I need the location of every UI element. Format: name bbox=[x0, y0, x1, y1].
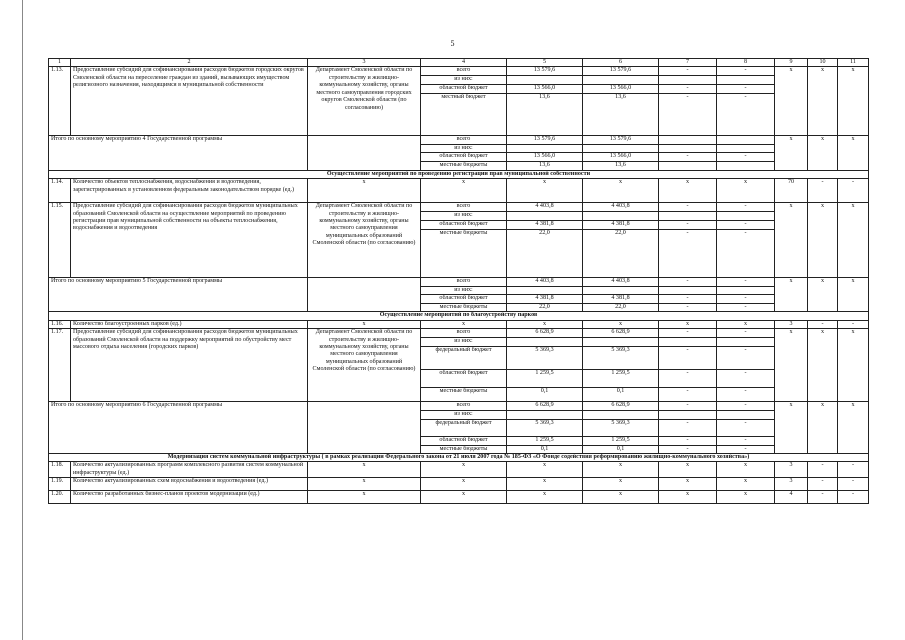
amount-year: - bbox=[659, 370, 717, 388]
amount-year bbox=[659, 135, 717, 144]
indicator-value: х bbox=[775, 203, 808, 277]
amount-year: 13 566,0 bbox=[583, 84, 659, 93]
header-row bbox=[49, 59, 869, 67]
indicator-value: - bbox=[838, 491, 869, 504]
amount-total: 5 369,3 bbox=[507, 419, 583, 436]
amount-year: - bbox=[659, 303, 717, 311]
amount-total: 6 628,9 bbox=[507, 329, 583, 338]
amount-year: - bbox=[717, 445, 775, 453]
indicator-value: х bbox=[775, 135, 808, 170]
amount-year: - bbox=[717, 203, 775, 212]
row-number: 1.13. bbox=[49, 67, 71, 135]
indicator-value: - bbox=[808, 462, 838, 478]
indicator-value: - bbox=[838, 320, 869, 328]
amount-year: - bbox=[717, 67, 775, 76]
indicator-value: 3 bbox=[775, 320, 808, 328]
amount-total bbox=[507, 76, 583, 84]
amount-year: 13 579,6 bbox=[583, 135, 659, 144]
row-number: 1.19. bbox=[49, 478, 71, 491]
indicator-value: х bbox=[808, 329, 838, 402]
indicator-value: х bbox=[838, 402, 869, 454]
indicator-value: х bbox=[775, 67, 808, 135]
funding-source: всего bbox=[421, 402, 507, 411]
funding-source: местные бюджеты bbox=[421, 303, 507, 311]
amount-total: 4 403,8 bbox=[507, 277, 583, 286]
table-row bbox=[49, 491, 869, 504]
indicator-value: х bbox=[838, 277, 869, 312]
executor: Департамент Смоленской области по строительству и жилищно-коммунальному хозяйству, органы местного самоуправления муниципальных образований Смоленской области (по согласованию) bbox=[308, 329, 421, 402]
funding-source: местные бюджеты bbox=[421, 162, 507, 170]
indicator-value: х bbox=[808, 67, 838, 135]
amount-year: - bbox=[717, 419, 775, 436]
column-header: 5 bbox=[507, 59, 583, 67]
amount-total bbox=[507, 411, 583, 419]
amount-year bbox=[717, 162, 775, 170]
funding-source: всего bbox=[421, 329, 507, 338]
funding-source: областной бюджет bbox=[421, 84, 507, 93]
amount-total: 5 369,3 bbox=[507, 347, 583, 370]
amount-year bbox=[659, 76, 717, 84]
measure-name: Количество объектов теплоснабжения, водоснабжения и водоотведения, зарегистрированных в установленном федеральным законодательством порядке (ед.) bbox=[71, 179, 308, 203]
amount-year: - bbox=[659, 203, 717, 212]
amount-total: 0,1 bbox=[507, 388, 583, 402]
amount-total bbox=[507, 286, 583, 294]
table-row bbox=[49, 203, 869, 212]
amount-year: - bbox=[659, 436, 717, 445]
amount-total: 0,1 bbox=[507, 445, 583, 453]
indicator-value: х bbox=[775, 329, 808, 402]
amount-year: 4 403,8 bbox=[583, 203, 659, 212]
amount-year bbox=[717, 212, 775, 220]
amount-total: 22,0 bbox=[507, 303, 583, 311]
amount-year: - bbox=[717, 388, 775, 402]
indicator-value: х bbox=[421, 462, 507, 478]
funding-source: местный бюджет bbox=[421, 93, 507, 135]
indicator-value: х bbox=[421, 478, 507, 491]
indicator-value: 3 bbox=[775, 478, 808, 491]
amount-year: - bbox=[659, 402, 717, 411]
indicator-value: 4 bbox=[775, 491, 808, 504]
indicator-value: х bbox=[583, 478, 659, 491]
table-row bbox=[49, 67, 869, 76]
amount-year bbox=[717, 338, 775, 347]
indicator-value: х bbox=[659, 462, 717, 478]
amount-year: - bbox=[717, 436, 775, 445]
indicator-value: х bbox=[659, 320, 717, 328]
indicator-value: - bbox=[838, 462, 869, 478]
column-header: 6 bbox=[583, 59, 659, 67]
funding-source: из них: bbox=[421, 212, 507, 220]
funding-source: местные бюджеты bbox=[421, 229, 507, 277]
funding-source: областной бюджет bbox=[421, 294, 507, 303]
amount-year bbox=[583, 411, 659, 419]
indicator-value: х bbox=[308, 491, 421, 504]
amount-total: 6 628,9 bbox=[507, 402, 583, 411]
amount-total: 13,6 bbox=[507, 162, 583, 170]
funding-source: областной бюджет bbox=[421, 220, 507, 229]
indicator-value: х bbox=[808, 277, 838, 312]
indicator-value: х bbox=[308, 478, 421, 491]
amount-year: - bbox=[717, 84, 775, 93]
indicator-value: х bbox=[308, 179, 421, 203]
indicator-value: х bbox=[421, 179, 507, 203]
amount-year: - bbox=[717, 93, 775, 135]
column-header: 10 bbox=[808, 59, 838, 67]
amount-total: 1 259,5 bbox=[507, 370, 583, 388]
empty-cell bbox=[308, 402, 421, 454]
amount-total: 13 566,0 bbox=[507, 153, 583, 162]
indicator-value: х bbox=[583, 491, 659, 504]
amount-year bbox=[659, 212, 717, 220]
amount-year: - bbox=[659, 84, 717, 93]
indicator-value: х bbox=[775, 277, 808, 312]
row-number: 1.16. bbox=[49, 320, 71, 328]
amount-total: 22,0 bbox=[507, 229, 583, 277]
section-heading: Осуществление мероприятий по проведению регистрации прав муниципальной собственности bbox=[49, 170, 869, 178]
funding-source: местные бюджеты bbox=[421, 445, 507, 453]
indicator-value: х bbox=[838, 203, 869, 277]
funding-source: областной бюджет bbox=[421, 436, 507, 445]
indicator-value: х bbox=[583, 320, 659, 328]
amount-year: - bbox=[659, 329, 717, 338]
amount-year bbox=[583, 76, 659, 84]
column-header: 4 bbox=[421, 59, 507, 67]
indicator-value: - bbox=[838, 478, 869, 491]
amount-year: - bbox=[659, 445, 717, 453]
amount-year bbox=[717, 76, 775, 84]
amount-year bbox=[717, 286, 775, 294]
amount-year: - bbox=[717, 329, 775, 338]
amount-year: 13 579,6 bbox=[583, 67, 659, 76]
amount-year bbox=[659, 162, 717, 170]
table-row bbox=[49, 478, 869, 491]
table-row bbox=[49, 462, 869, 478]
column-header: 2 bbox=[71, 59, 308, 67]
indicator-value: х bbox=[659, 179, 717, 203]
column-header: 7 bbox=[659, 59, 717, 67]
indicator-value: х bbox=[659, 491, 717, 504]
indicator-value: - bbox=[838, 179, 869, 203]
amount-year: - bbox=[717, 347, 775, 370]
indicator-value: х bbox=[775, 402, 808, 454]
amount-year: - bbox=[659, 220, 717, 229]
amount-year bbox=[583, 212, 659, 220]
amount-year: - bbox=[717, 153, 775, 162]
section-row bbox=[49, 312, 869, 320]
indicator-value: х bbox=[421, 320, 507, 328]
empty-cell bbox=[308, 135, 421, 170]
amount-year bbox=[717, 135, 775, 144]
total-label: Итого по основному мероприятию 6 Государственной программы bbox=[49, 402, 308, 454]
amount-year: - bbox=[717, 277, 775, 286]
column-header: 1 bbox=[49, 59, 71, 67]
amount-year: - bbox=[659, 67, 717, 76]
table-row bbox=[49, 402, 869, 411]
indicator-value: х bbox=[717, 491, 775, 504]
measure-name: Предоставление субсидий для софинансирования расходов бюджетов муниципальных образований Смоленской области на осуществление мероприятий по проведению регистрации прав муниципальной собственности на объекты теплоснабжения, водоснабжения и водоотведения bbox=[71, 203, 308, 277]
amount-total bbox=[507, 144, 583, 152]
amount-year bbox=[659, 144, 717, 152]
amount-year: 1 259,5 bbox=[583, 436, 659, 445]
amount-year: 0,1 bbox=[583, 388, 659, 402]
indicator-value: - bbox=[808, 491, 838, 504]
funding-source: из них: bbox=[421, 411, 507, 419]
indicator-value: х bbox=[507, 478, 583, 491]
amount-year: - bbox=[659, 419, 717, 436]
section-heading: Модернизация систем коммунальной инфраструктуры ( в рамках реализации Федерального закона от 21 июля 2007 года № 185-ФЗ «О Фонде содействия реформированию жилищно-коммунального хозяйства») bbox=[49, 454, 869, 462]
indicator-value: х bbox=[717, 320, 775, 328]
indicator-value: х bbox=[717, 462, 775, 478]
indicator-value: х bbox=[507, 320, 583, 328]
measure-name: Количество благоустроенных парков (ед.) bbox=[71, 320, 308, 328]
indicator-value: х bbox=[717, 179, 775, 203]
table-row bbox=[49, 135, 869, 144]
amount-year bbox=[583, 144, 659, 152]
row-number: 1.15. bbox=[49, 203, 71, 277]
amount-year: - bbox=[717, 294, 775, 303]
measure-name: Предоставление субсидий для софинансирования расходов бюджетов муниципальных образований Смоленской области на поддержку мероприятий по обустройству мест массового отдыха населения (городских парков) bbox=[71, 329, 308, 402]
indicator-value: х bbox=[583, 462, 659, 478]
section-heading: Осуществление мероприятий по благоустройству парков bbox=[49, 312, 869, 320]
funding-source: из них: bbox=[421, 144, 507, 152]
total-label: Итого по основному мероприятию 4 Государственной программы bbox=[49, 135, 308, 170]
indicator-value: х bbox=[507, 491, 583, 504]
amount-year: - bbox=[659, 153, 717, 162]
indicator-value: х bbox=[838, 329, 869, 402]
indicator-value: - bbox=[808, 179, 838, 203]
amount-year: 5 369,3 bbox=[583, 419, 659, 436]
indicator-value: 70 bbox=[775, 179, 808, 203]
amount-year bbox=[659, 411, 717, 419]
amount-year bbox=[659, 286, 717, 294]
amount-total: 13 566,0 bbox=[507, 84, 583, 93]
amount-total: 13 579,6 bbox=[507, 67, 583, 76]
amount-total: 4 381,8 bbox=[507, 220, 583, 229]
indicator-value: х bbox=[808, 203, 838, 277]
total-label: Итого по основному мероприятию 5 Государственной программы bbox=[49, 277, 308, 312]
amount-year: - bbox=[659, 294, 717, 303]
amount-year: - bbox=[659, 229, 717, 277]
indicator-value: х bbox=[659, 478, 717, 491]
amount-year: - bbox=[717, 303, 775, 311]
amount-year bbox=[717, 144, 775, 152]
amount-year: - bbox=[717, 402, 775, 411]
amount-year: - bbox=[717, 370, 775, 388]
amount-year bbox=[583, 286, 659, 294]
amount-year: 13,6 bbox=[583, 162, 659, 170]
amount-year: 1 259,5 bbox=[583, 370, 659, 388]
indicator-value: х bbox=[308, 320, 421, 328]
amount-year: - bbox=[659, 93, 717, 135]
executor: Департамент Смоленской области по строительству и жилищно-коммунальному хозяйству, органы местного самоуправления городских округов Смоленской области (по согласованию) bbox=[308, 67, 421, 135]
indicator-value: 3 bbox=[775, 462, 808, 478]
funding-source: всего bbox=[421, 135, 507, 144]
funding-source: федеральный бюджет bbox=[421, 419, 507, 436]
amount-year: 6 628,9 bbox=[583, 402, 659, 411]
amount-year: - bbox=[659, 388, 717, 402]
page-edge-line bbox=[22, 0, 23, 640]
amount-total: 4 381,8 bbox=[507, 294, 583, 303]
section-row bbox=[49, 454, 869, 462]
amount-year bbox=[583, 338, 659, 347]
amount-year: 13 566,0 bbox=[583, 153, 659, 162]
funding-source: всего bbox=[421, 67, 507, 76]
indicator-value: х bbox=[583, 179, 659, 203]
amount-total: 4 403,8 bbox=[507, 203, 583, 212]
column-header: 11 bbox=[838, 59, 869, 67]
table-row bbox=[49, 277, 869, 286]
program-table bbox=[48, 58, 869, 504]
indicator-value: х bbox=[717, 478, 775, 491]
indicator-value: - bbox=[808, 478, 838, 491]
row-number: 1.20. bbox=[49, 491, 71, 504]
indicator-value: х bbox=[838, 135, 869, 170]
table-row bbox=[49, 179, 869, 203]
column-header: 3 bbox=[308, 59, 421, 67]
amount-year: 6 628,9 bbox=[583, 329, 659, 338]
amount-total: 13,6 bbox=[507, 93, 583, 135]
funding-source: федеральный бюджет bbox=[421, 347, 507, 370]
measure-name: Количество разработанных бизнес-планов проектов модернизации (ед.) bbox=[71, 491, 308, 504]
executor: Департамент Смоленской области по строительству и жилищно-коммунальному хозяйству, органы местного самоуправления муниципальных образований Смоленской области (по согласованию) bbox=[308, 203, 421, 277]
amount-total bbox=[507, 338, 583, 347]
funding-source: из них: bbox=[421, 338, 507, 347]
funding-source: областной бюджет bbox=[421, 153, 507, 162]
page-number: 5 bbox=[450, 39, 455, 48]
measure-name: Предоставление субсидий для софинансирования расходов бюджетов городских округов Смоленской области на переселение граждан из зданий, вызывающих имуществом религиозного назначения, находящимся в муниципальной собственности bbox=[71, 67, 308, 135]
indicator-value: х bbox=[308, 462, 421, 478]
amount-year: 5 369,3 bbox=[583, 347, 659, 370]
funding-source: местные бюджеты bbox=[421, 388, 507, 402]
indicator-value: х bbox=[507, 462, 583, 478]
amount-year: 22,0 bbox=[583, 229, 659, 277]
amount-year: - bbox=[717, 220, 775, 229]
amount-year: 4 403,8 bbox=[583, 277, 659, 286]
amount-year: - bbox=[659, 347, 717, 370]
amount-total: 13 579,6 bbox=[507, 135, 583, 144]
amount-year bbox=[717, 411, 775, 419]
funding-source: всего bbox=[421, 203, 507, 212]
amount-year: 4 381,8 bbox=[583, 220, 659, 229]
row-number: 1.17. bbox=[49, 329, 71, 402]
empty-cell bbox=[308, 277, 421, 312]
measure-name: Количество актуализированных программ комплексного развития систем коммунальной инфраструктуры (ед.) bbox=[71, 462, 308, 478]
section-row bbox=[49, 170, 869, 178]
amount-year: - bbox=[717, 229, 775, 277]
amount-year: 13,6 bbox=[583, 93, 659, 135]
amount-total: 1 259,5 bbox=[507, 436, 583, 445]
column-header: 9 bbox=[775, 59, 808, 67]
table-row bbox=[49, 329, 869, 338]
column-header: 8 bbox=[717, 59, 775, 67]
funding-source: из них: bbox=[421, 76, 507, 84]
funding-source: из них: bbox=[421, 286, 507, 294]
indicator-value: х bbox=[808, 135, 838, 170]
amount-year: 22,0 bbox=[583, 303, 659, 311]
indicator-value: х bbox=[838, 67, 869, 135]
funding-source: всего bbox=[421, 277, 507, 286]
funding-source: областной бюджет bbox=[421, 370, 507, 388]
table-row bbox=[49, 320, 869, 328]
amount-year: 0,1 bbox=[583, 445, 659, 453]
amount-year: - bbox=[659, 277, 717, 286]
indicator-value: - bbox=[808, 320, 838, 328]
amount-year bbox=[659, 338, 717, 347]
indicator-value: х bbox=[507, 179, 583, 203]
row-number: 1.14. bbox=[49, 179, 71, 203]
measure-name: Количество актуализированных схем водоснабжения и водоотведения (ед.) bbox=[71, 478, 308, 491]
indicator-value: х bbox=[421, 491, 507, 504]
row-number: 1.18. bbox=[49, 462, 71, 478]
amount-year: 4 381,8 bbox=[583, 294, 659, 303]
amount-total bbox=[507, 212, 583, 220]
indicator-value: х bbox=[808, 402, 838, 454]
